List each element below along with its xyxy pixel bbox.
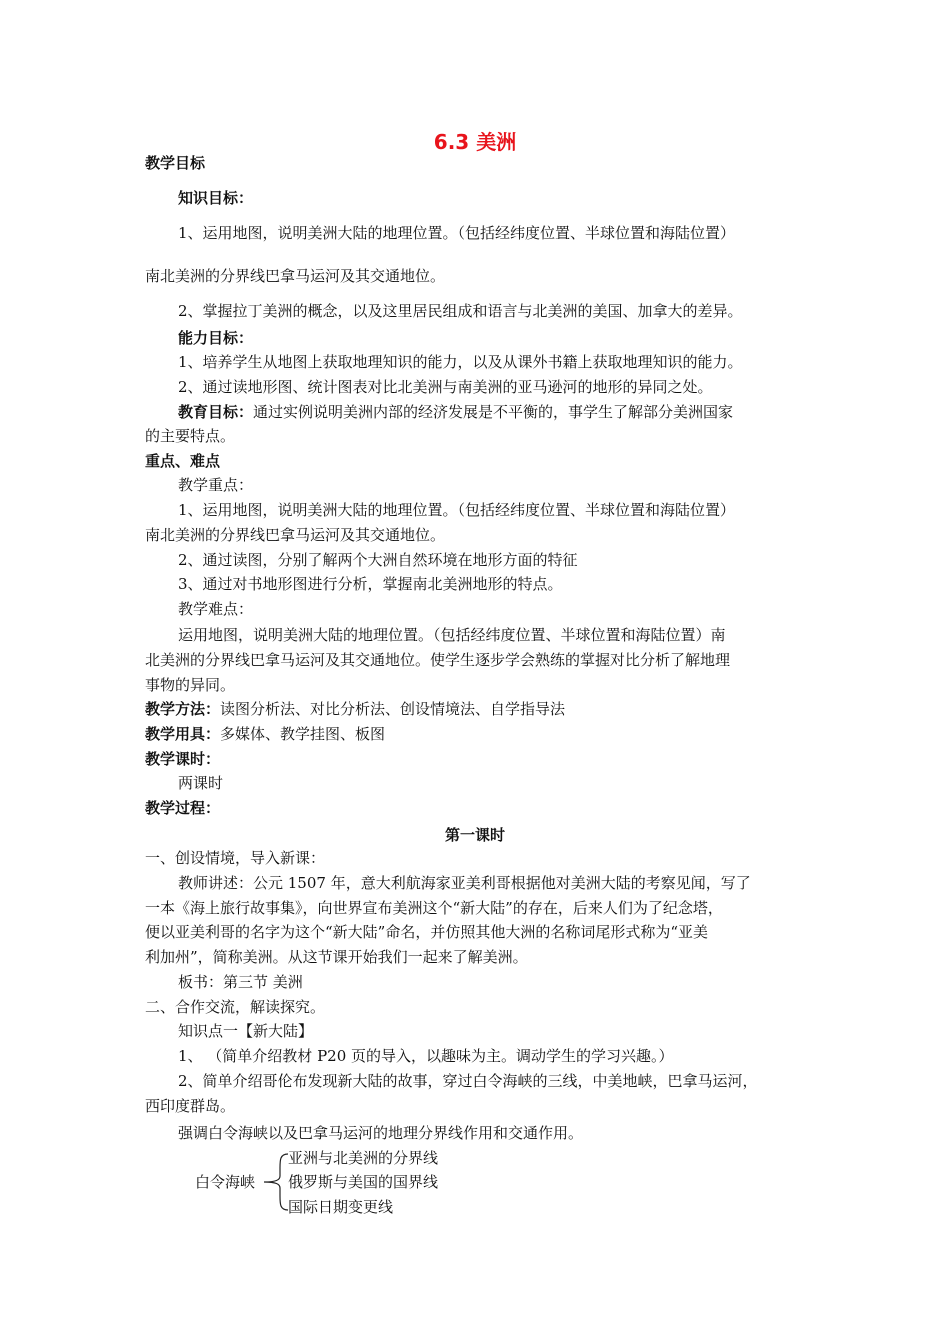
paragraph-line-1: 教师讲述：公元 1507 年，意大利航海家亚美利哥根据他对美洲大陆的考察见闻，写了: [178, 874, 751, 892]
lesson-one-heading: 第一课时: [444, 826, 505, 844]
knowledge-item-1-cont: 南北美洲的分界线巴拿马运河及其交通地位。: [145, 267, 446, 285]
knowledge-item-1: 1、运用地图，说明美洲大陆的地理位置。（包括经纬度位置、半球位置和海陆位置）: [178, 224, 736, 242]
knowledge-item-2: 2、掌握拉丁美洲的概念，以及这里居民组成和语言与北美洲的美国、加拿大的差异。: [178, 302, 743, 320]
emphasis-line: 强调白令海峡以及巴拿马运河的地理分界线作用和交通作用。: [178, 1124, 584, 1142]
boundary-line-3: 国际日期变更线: [288, 1198, 394, 1216]
education-text: 通过实例说明美洲内部的经济发展是不平衡的，事学生了解部分美洲国家: [253, 403, 734, 421]
method-text: 读图分析法、对比分析法、创设情境法、自学指导法: [220, 700, 566, 718]
section-two-heading: 二、合作交流，解读探究。: [145, 998, 326, 1016]
difficult-line-1: 运用地图，说明美洲大陆的地理位置。（包括经纬度位置、半球位置和海陆位置）南: [178, 626, 726, 644]
paragraph-line-4: 利加州”，简称美洲。从这节课开始我们一起来了解美洲。: [145, 948, 528, 966]
difficult-line-2: 北美洲的分界线巴拿马运河及其交通地位。使学生逐步学会熟练的掌握对比分析了解地理: [145, 651, 731, 669]
teaching-process-label: 教学过程：: [145, 799, 221, 817]
intro-item-1: 1、 （简单介绍教材 P20 页的导入，以趣味为主。调动学生的学习兴趣。）: [178, 1047, 674, 1065]
education-objective: [178, 402, 733, 422]
teaching-hours-text: 两课时: [178, 774, 224, 792]
key-item-3: 3、通过对书地形图进行分析，掌握南北美洲地形的特点。: [178, 575, 563, 593]
ability-heading: 能力目标：: [178, 329, 254, 347]
education-label: 教育目标：: [178, 403, 254, 421]
intro-item-2-cont: 西印度群岛。: [145, 1097, 236, 1115]
teaching-hours-label: 教学课时：: [145, 750, 221, 768]
key-subheading: 教学重点：: [178, 476, 254, 494]
tools-text: 多媒体、教学挂图、板图: [220, 725, 386, 743]
ability-item-2: 2、通过读地形图、统计图表对比北美洲与南美洲的亚马逊河的地形的异同之处。: [178, 378, 713, 396]
boundary-line-2: 俄罗斯与美国的国界线: [288, 1173, 439, 1191]
paragraph-line-3: 便以亚美利哥的名字为这个“新大陆”命名，并仿照其他大洲的名称词尾形式称为“亚美: [145, 923, 709, 941]
method-label: 教学方法：: [145, 700, 221, 718]
knowledge-point-1: 知识点一【新大陆】: [178, 1022, 314, 1040]
intro-item-2: 2、简单介绍哥伦布发现新大陆的故事，穿过白令海峡的三线，中美地峡，巴拿马运河，: [178, 1072, 758, 1090]
section-one-heading: 一、创设情境，导入新课：: [145, 849, 326, 867]
page-title: 6.3 美洲: [433, 130, 517, 154]
ability-item-1: 1、培养学生从地图上获取地理知识的能力，以及从课外书籍上获取地理知识的能力。: [178, 353, 743, 371]
key-item-2: 2、通过读图，分别了解两个大洲自然环境在地形方面的特征: [178, 551, 578, 569]
difficult-subheading: 教学难点：: [178, 600, 254, 618]
key-item-1: 1、运用地图，说明美洲大陆的地理位置。（包括经纬度位置、半球位置和海陆位置）: [178, 501, 736, 519]
bering-strait-label: 白令海峡: [195, 1173, 256, 1191]
knowledge-heading: 知识目标：: [178, 189, 254, 207]
objectives-heading: 教学目标: [145, 154, 206, 172]
key-difficult-heading: 重点、难点: [145, 452, 221, 470]
tools-label: 教学用具：: [145, 725, 221, 743]
teaching-method: [145, 699, 565, 719]
teaching-tools: [145, 724, 385, 744]
key-item-1-cont: 南北美洲的分界线巴拿马运河及其交通地位。: [145, 526, 446, 544]
difficult-line-3: 事物的异同。: [145, 676, 236, 694]
board-writing: 板书：第三节 美洲: [178, 973, 303, 991]
boundary-line-1: 亚洲与北美洲的分界线: [288, 1149, 439, 1167]
paragraph-line-2: 一本《海上旅行故事集》，向世界宣布美洲这个“新大陆”的存在，后来人们为了纪念塔，: [145, 899, 723, 917]
education-text-cont: 的主要特点。: [145, 427, 236, 445]
